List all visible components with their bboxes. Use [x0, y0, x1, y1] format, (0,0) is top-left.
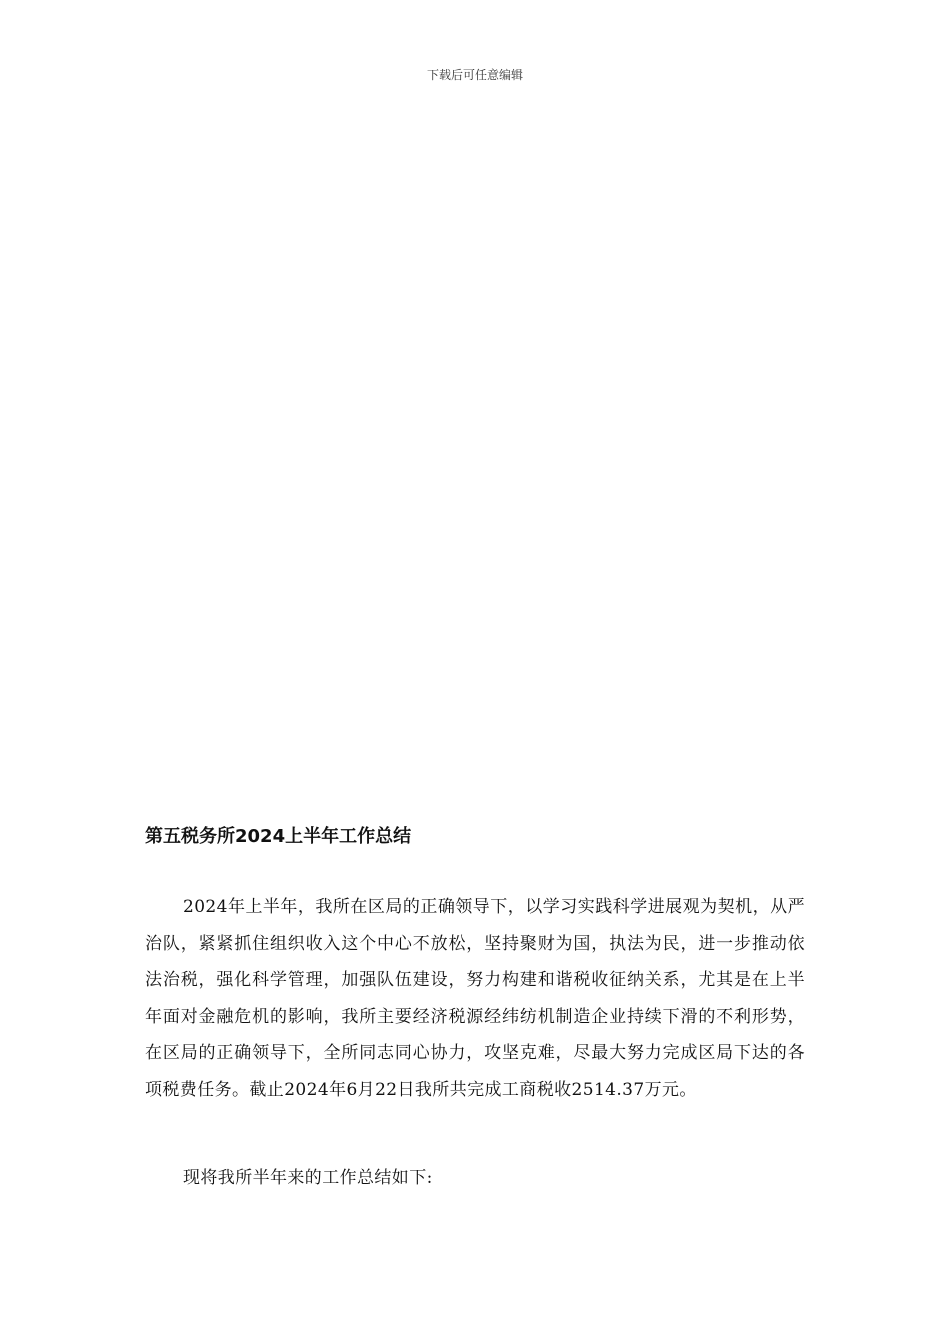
body-paragraph-2: 现将我所半年来的工作总结如下:: [183, 1168, 433, 1188]
body-paragraph-1: 2024年上半年，我所在区局的正确领导下，以学习实践科学进展观为契机，从严治队，紧紧抓住组织收入这个中心不放松，坚持聚财为国，执法为民，进一步推动依法治税，强化科学管理，加强队伍建设，努力构建和谐税收征纳关系，尤其是在上半年面对金融危机的影响，我所主要经济税源经纬纺机制造企业持续下滑的不利形势，在区局的正确领导下，全所同志同心协力，攻坚克难，尽最大努力完成区局下达的各项税费任务。截止2024年6月22日我所共完成工商税收2514.37万元。: [145, 897, 805, 1100]
page-header-note: 下载后可任意编辑: [426, 68, 523, 82]
document-title: 第五税务所2024上半年工作总结: [145, 826, 412, 847]
